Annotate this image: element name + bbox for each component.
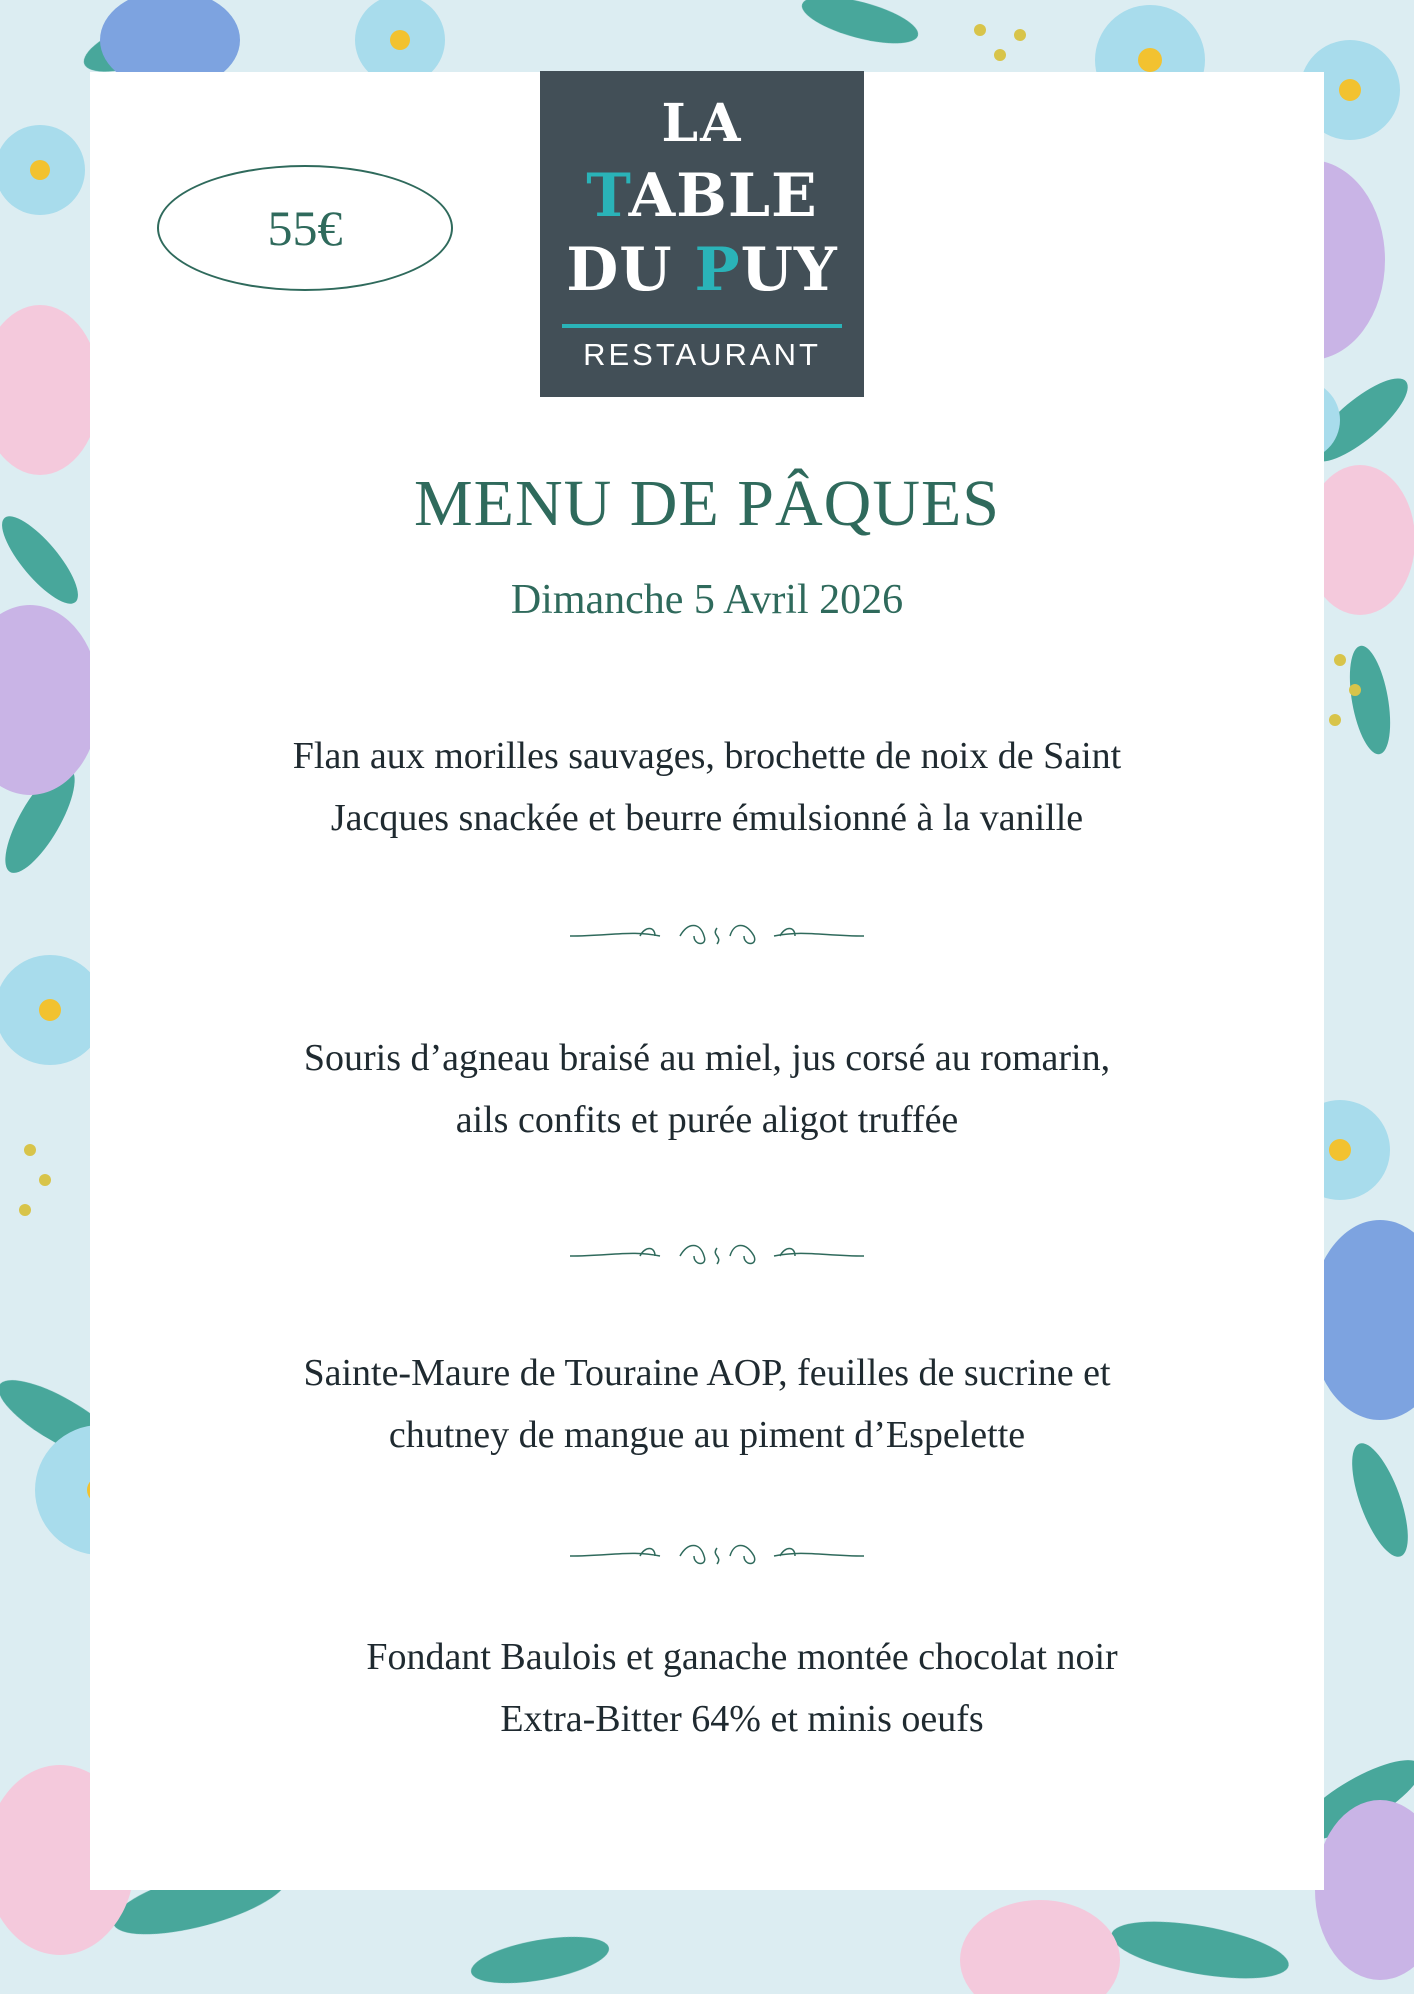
- price-badge: [157, 165, 453, 291]
- course-dessert: [230, 1626, 1254, 1750]
- logo-line-3-rest: UY: [740, 235, 838, 305]
- course-line: Fondant Baulois et ganache montée chocolat noir: [366, 1636, 1118, 1678]
- course-line: chutney de mangue au piment d’Espelette: [388, 1414, 1026, 1456]
- course-cheese: [160, 1342, 1254, 1466]
- logo-subtitle: RESTAURANT: [583, 337, 821, 372]
- course-line: Souris d’agneau braisé au miel, jus corsé au romarin,: [303, 1037, 1111, 1079]
- course-line: ails confits et purée aligot truffée: [455, 1099, 959, 1141]
- ornament-divider: [570, 916, 864, 956]
- ornament-divider: [570, 1536, 864, 1576]
- logo-line-2-rest: ABLE: [628, 161, 818, 231]
- course-line: Flan aux morilles sauvages, brochette de noix de Saint: [292, 735, 1122, 777]
- course-line: Jacques snackée et beurre émulsionné à la vanille: [330, 797, 1084, 839]
- menu-title: MENU DE PÂQUES: [413, 467, 1001, 540]
- logo-line-3: [540, 235, 864, 305]
- logo-line-3-start: DU: [566, 235, 695, 305]
- restaurant-logo: [540, 71, 864, 397]
- ornament-divider: [570, 1236, 864, 1276]
- logo-divider: [562, 324, 842, 328]
- logo-accent-letter: T: [586, 161, 629, 231]
- course-line: Extra-Bitter 64% et minis oeufs: [500, 1698, 984, 1740]
- logo-line-2: [540, 161, 864, 231]
- course-starter: [160, 725, 1254, 849]
- logo-line-1: LA: [661, 93, 743, 154]
- logo-accent-letter-2: P: [694, 235, 741, 305]
- course-main: [160, 1027, 1254, 1151]
- course-line: Sainte-Maure de Touraine AOP, feuilles de sucrine et: [303, 1352, 1111, 1394]
- menu-date: Dimanche 5 Avril 2026: [510, 577, 904, 623]
- price-text: 55€: [267, 200, 343, 256]
